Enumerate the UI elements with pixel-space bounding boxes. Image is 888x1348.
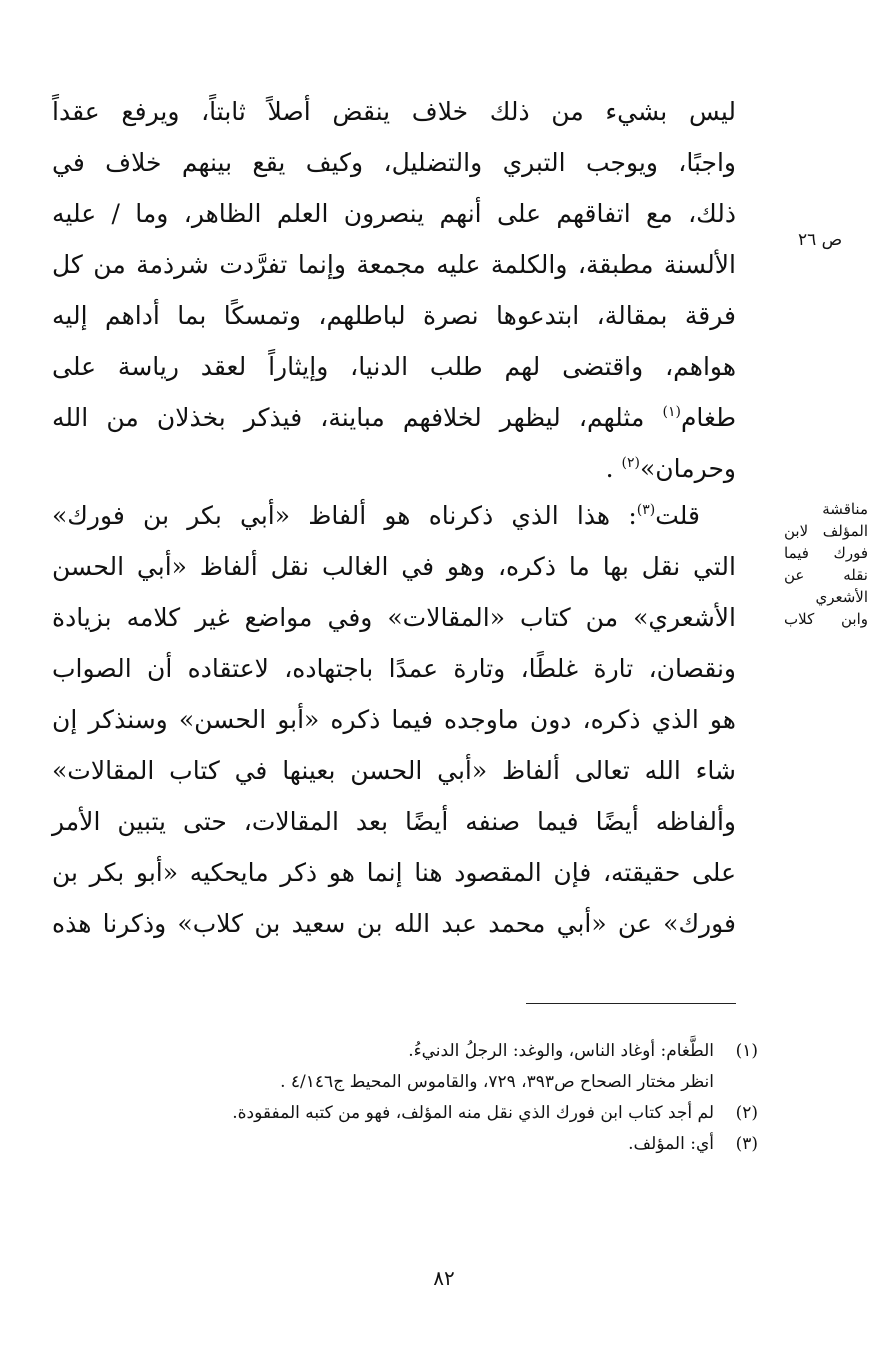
text-line: هو الذي ذكره، دون ماوجده فيما ذكره «أبو الحسن» وسنذكر إن: [52, 705, 736, 734]
footnote-text: أي: المؤلف.: [628, 1134, 714, 1154]
text-line: هواهم، واقتضى لهم طلب الدنيا، وإيثاراً لعقد رياسة على: [52, 352, 736, 381]
margin-note-line: نقله عن: [784, 566, 868, 584]
footnote-number: (٢): [735, 1103, 758, 1123]
footnote-3: [130, 1129, 758, 1160]
margin-note-line: الأشعري: [815, 588, 868, 606]
text-line: وألفاظه أيضًا فيما صنفه أيضًا بعد المقالات، حتى يتبين الأمر: [52, 807, 736, 836]
page-number: ٨٢: [433, 1266, 455, 1290]
text-line: [52, 443, 736, 494]
text-fragment: قلت: [655, 501, 700, 530]
text-line: الأشعري» من كتاب «المقالات» وفي مواضع غير كلامه بزيادة: [52, 603, 736, 632]
text-line: ونقصان، تارة غلطًا، وتارة عمدًا باجتهاده، لاعتقاده أن الصواب: [52, 654, 736, 683]
footnote-ref-3[interactable]: (٣): [636, 502, 656, 518]
text-line: واجبًا، ويوجب التبري والتضليل، وكيف يقع بينهم خلاف في: [52, 148, 736, 177]
text-fragment: طغام: [680, 403, 736, 432]
text-fragment: : هذا الذي ذكرناه هو ألفاظ «أبي بكر بن فورك»: [52, 501, 637, 530]
margin-note: [784, 498, 868, 630]
footnotes: [130, 1036, 758, 1160]
margin-page-reference: ص ٢٦: [798, 230, 843, 250]
text-line: ليس بشيء من ذلك خلاف ينقض أصلاً ثابتاً، ويرفع عقداً: [52, 97, 736, 126]
text-line: ذلك، مع اتفاقهم على أنهم ينصرون العلم الظاهر، وما / عليه: [52, 199, 736, 228]
footnote-2: [130, 1098, 758, 1129]
text-line: فورك» عن «أبي محمد عبد الله بن سعيد بن كلاب» وذكرنا هذه: [52, 909, 736, 938]
margin-note-line: مناقشة: [822, 500, 868, 518]
footnote-text: لم أجد كتاب ابن فورك الذي نقل منه المؤلف، فهو من كتبه المفقودة.: [232, 1103, 714, 1123]
text-line: [52, 490, 736, 541]
footnote-body: [130, 1036, 714, 1098]
text-line: التي نقل بها ما ذكره، وهو في الغالب نقل ألفاظ «أبي الحسن: [52, 552, 736, 581]
text-fragment: .: [605, 454, 622, 483]
margin-note-line: المؤلف لابن: [784, 522, 868, 540]
footnote-continuation: انظر مختار الصحاح ص٣٩٣، ٧٢٩، والقاموس المحيط ج٤/١٤٦ .: [280, 1072, 714, 1092]
margin-note-line: وابن كلاب: [784, 610, 868, 628]
text-line: [52, 392, 736, 443]
text-fragment: مثلهم، ليظهر لخلافهم مباينة، فيذكر بخذلان من الله: [52, 403, 663, 432]
footnote-text: الطَّغام: أوغاد الناس، والوغد: الرجلُ الدنيءُ.: [408, 1041, 714, 1061]
margin-note-line: فورك فيما: [784, 544, 868, 562]
footnote-ref-1[interactable]: (١): [662, 404, 681, 420]
footnote-1: [130, 1036, 758, 1098]
paragraph-1: [52, 86, 736, 494]
footnote-ref-2[interactable]: (٢): [621, 455, 641, 471]
paragraph-2: [52, 490, 736, 949]
text-line: الألسنة مطبقة، والكلمة عليه مجمعة وإنما تفرَّدت شرذمة من كل: [52, 250, 736, 279]
text-line: شاء الله تعالى ألفاظ «أبي الحسن بعينها في كتاب المقالات»: [52, 756, 736, 785]
footnote-separator: [526, 1003, 736, 1004]
text-line: فرقة بمقالة، ابتدعوها نصرة لباطلهم، وتمسكًا بما أداهم إليه: [52, 301, 736, 330]
text-fragment: وحرمان»: [640, 454, 736, 483]
footnote-number: (١): [735, 1041, 758, 1061]
footnote-number: (٣): [735, 1134, 758, 1154]
text-line: على حقيقته، فإن المقصود هنا إنما هو ذكر مايحكيه «أبو بكر بن: [52, 858, 736, 887]
